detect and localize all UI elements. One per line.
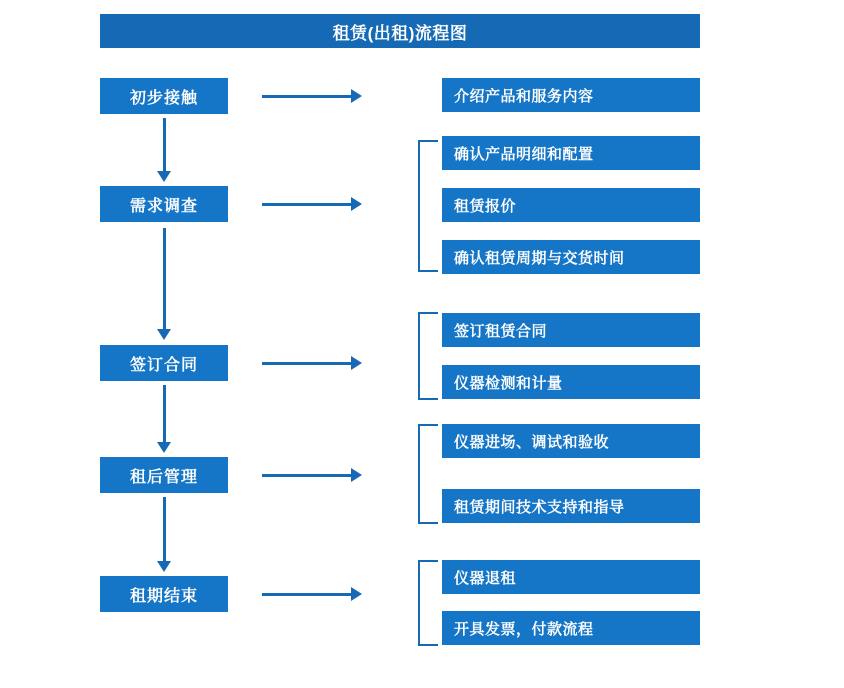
- bracket-group-5: [418, 560, 438, 646]
- arrow-stage4-to-task-group-4: [262, 468, 362, 482]
- stage-box-1[interactable]: 初步接触: [100, 78, 228, 114]
- stage-box-5[interactable]: 租期结束: [100, 576, 228, 612]
- arrow-stage5-to-task-group-5: [262, 587, 362, 601]
- stage-box-2[interactable]: 需求调查: [100, 186, 228, 222]
- task-box-1-1[interactable]: 介绍产品和服务内容: [442, 78, 700, 112]
- task-box-5-1[interactable]: 仪器退租: [442, 560, 700, 594]
- task-box-4-2[interactable]: 租赁期间技术支持和指导: [442, 489, 700, 523]
- task-box-3-1[interactable]: 签订租赁合同: [442, 313, 700, 347]
- task-box-5-2[interactable]: 开具发票，付款流程: [442, 611, 700, 645]
- bracket-group-3: [418, 312, 438, 400]
- arrow-stage4-to-stage5: [157, 497, 171, 572]
- arrow-stage3-to-stage4: [157, 385, 171, 453]
- task-box-2-3[interactable]: 确认租赁周期与交货时间: [442, 240, 700, 274]
- arrow-stage3-to-task-group-3: [262, 356, 362, 370]
- bracket-group-2: [418, 140, 438, 272]
- task-box-2-2[interactable]: 租赁报价: [442, 188, 700, 222]
- task-box-2-1[interactable]: 确认产品明细和配置: [442, 136, 700, 170]
- bracket-group-4: [418, 424, 438, 524]
- page-title: 租赁(出租)流程图: [100, 14, 700, 48]
- task-box-4-1[interactable]: 仪器进场、调试和验收: [442, 424, 700, 458]
- stage-box-4[interactable]: 租后管理: [100, 457, 228, 493]
- arrow-stage2-to-task-group-2: [262, 197, 362, 211]
- arrow-stage1-to-stage2: [157, 118, 171, 182]
- task-box-3-2[interactable]: 仪器检测和计量: [442, 365, 700, 399]
- stage-box-3[interactable]: 签订合同: [100, 345, 228, 381]
- arrow-stage2-to-stage3: [157, 228, 171, 340]
- arrow-stage1-to-task-group-1: [262, 89, 362, 103]
